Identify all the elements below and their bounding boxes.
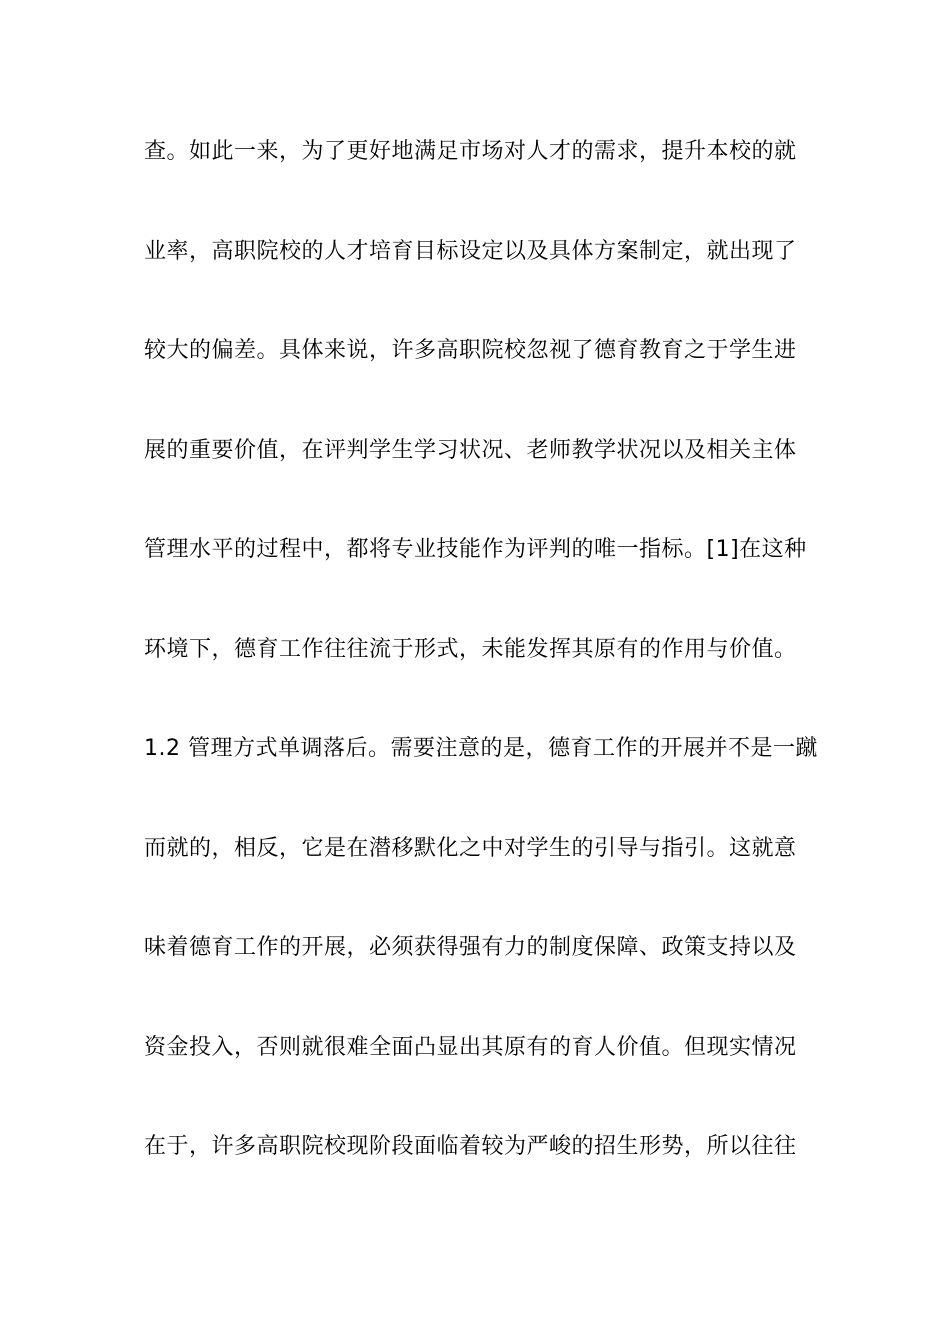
text-line: 在于，许多高职院校现阶段面临着较为严峻的招生形势，所以往往 — [144, 1134, 797, 1159]
text-line: 环境下，德育工作往往流于形式，未能发挥其原有的作用与价值。 — [144, 636, 797, 662]
text-line: 而就的，相反，它是在潜移默化之中对学生的引导与指引。这就意 — [144, 835, 797, 861]
body-text — [144, 130, 818, 1225]
text-line: 味着德育工作的开展，必须获得强有力的制度保障、政策支持以及 — [144, 935, 797, 960]
text-line: 资金投入，否则就很难全面凸显出其原有的育人价值。但现实情况 — [144, 1034, 797, 1060]
text-line: 较大的偏差。具体来说，许多高职院校忽视了德育教育之于学生进 — [144, 338, 797, 363]
text-line: 展的重要价值，在评判学生学习状况、老师教学状况以及相关主体 — [144, 437, 797, 463]
section-heading-line: 1.2 管理方式单调落后。需要注意的是，德育工作的开展并不是一蹴 — [144, 736, 818, 761]
text-line: 管理水平的过程中，都将专业技能作为评判的唯一指标。[1]在这种 — [144, 537, 807, 562]
text-line: 查。如此一来，为了更好地满足市场对人才的需求，提升本校的就 — [144, 139, 797, 164]
text-line: 业率，高职院校的人才培育目标设定以及具体方案制定，就出现了 — [144, 238, 797, 264]
